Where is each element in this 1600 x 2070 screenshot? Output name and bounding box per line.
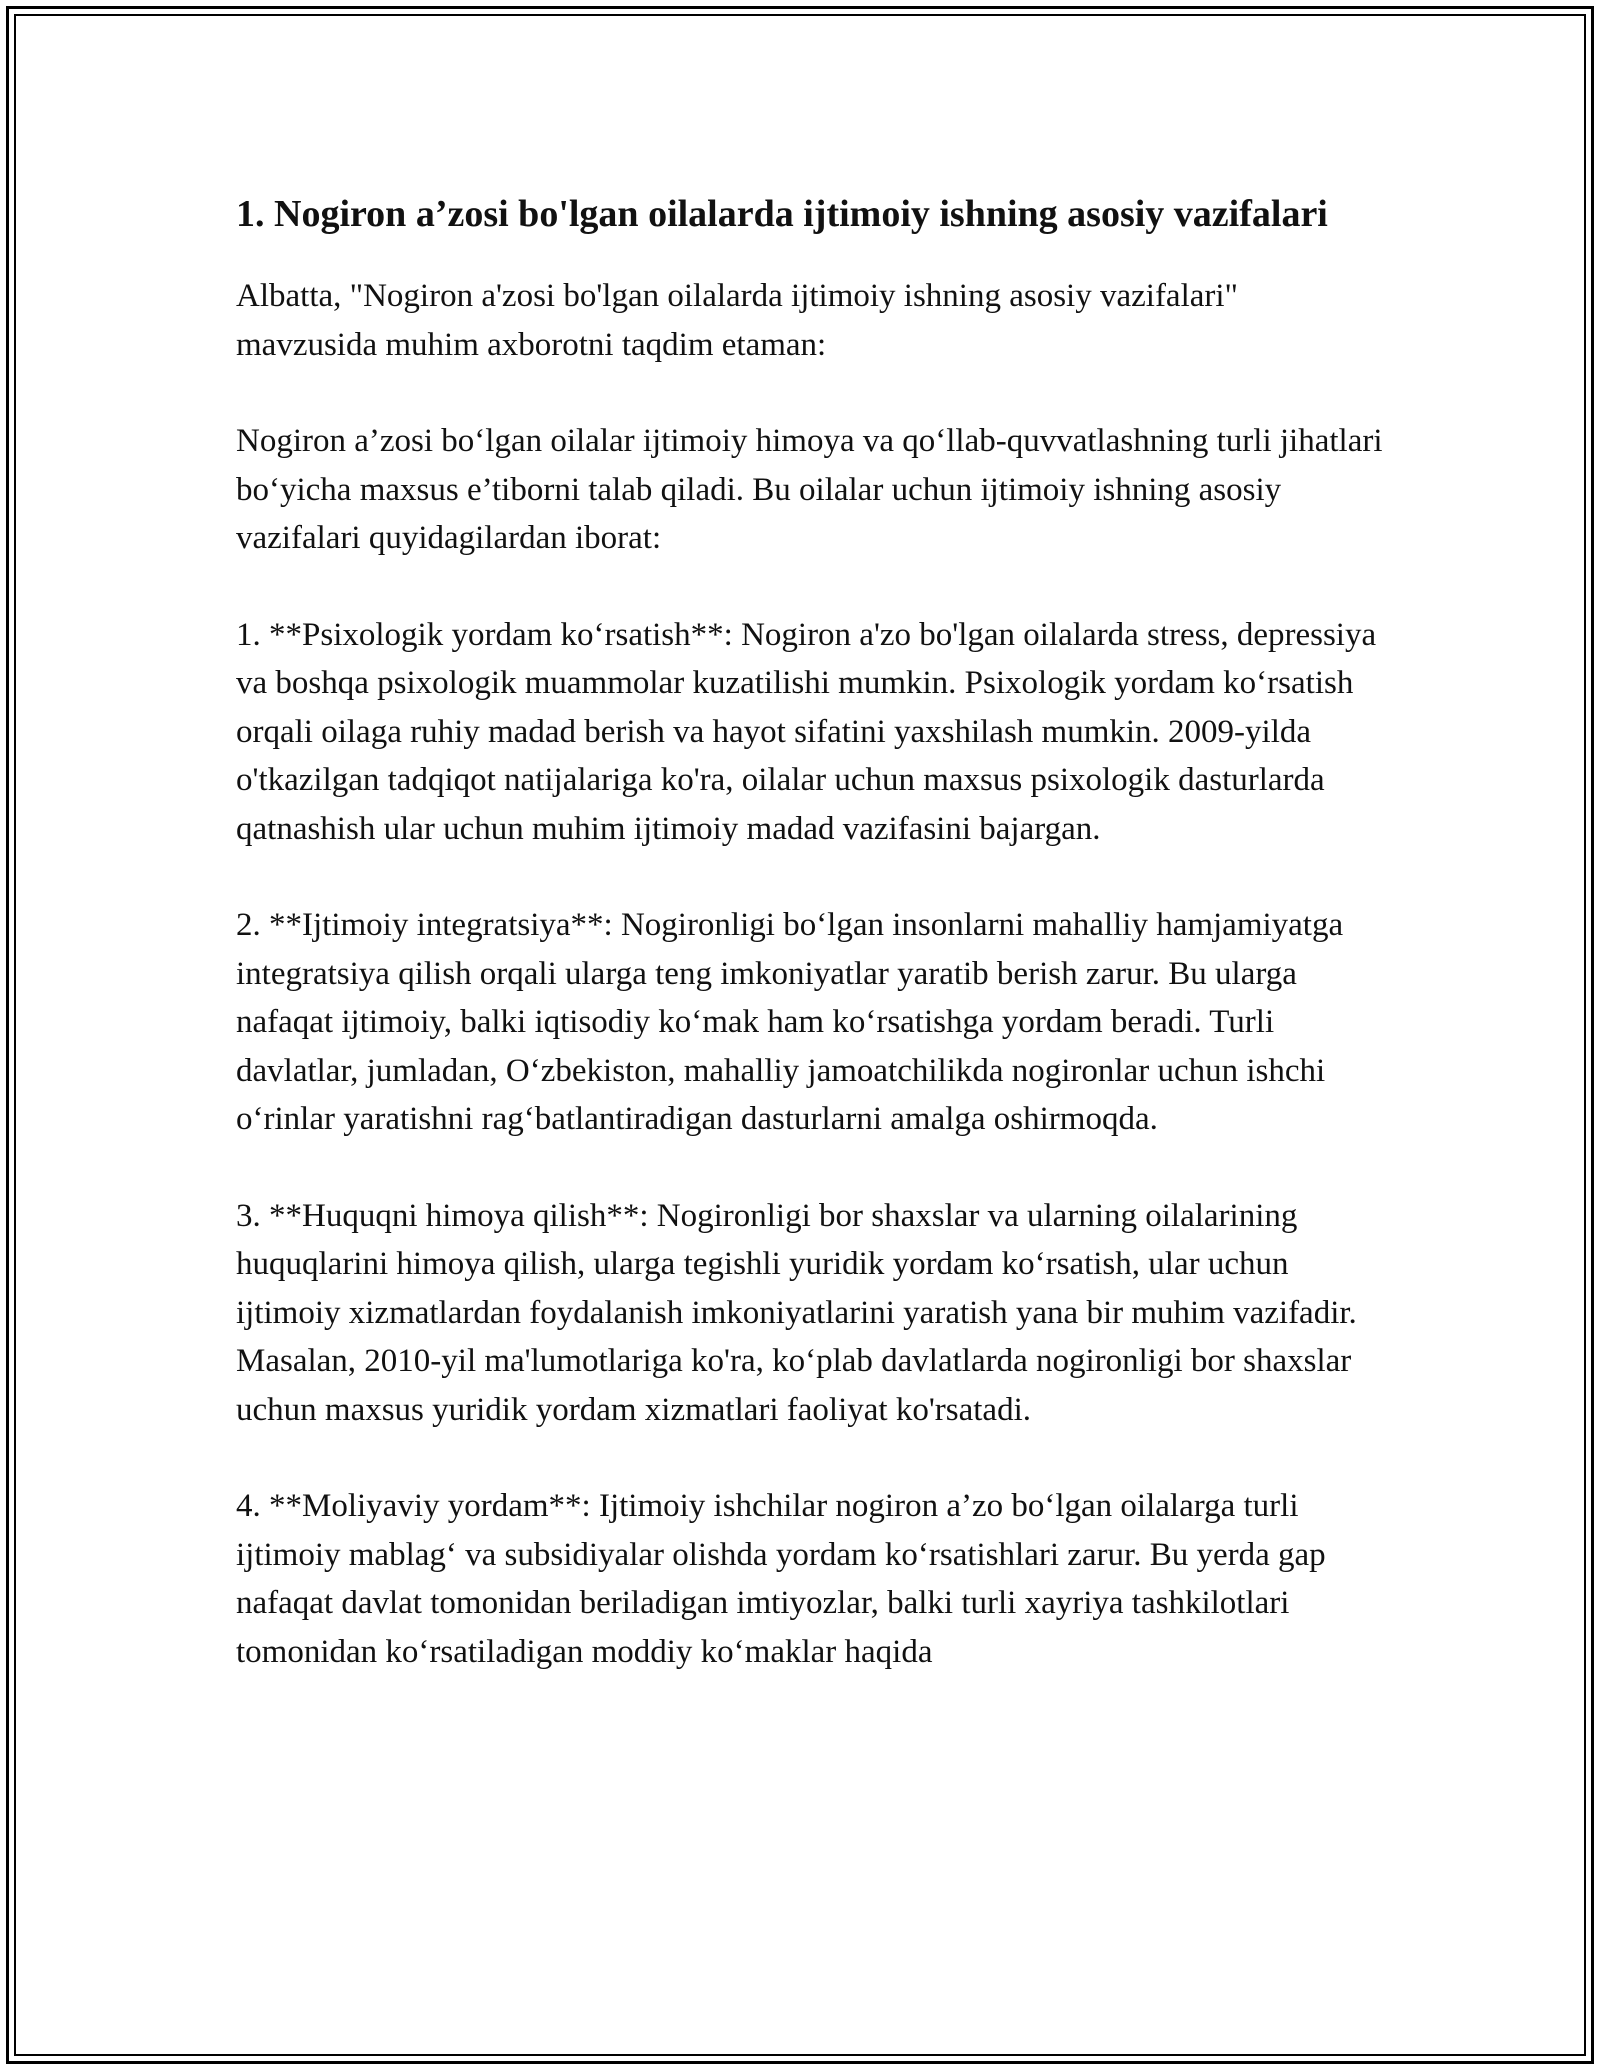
intro-paragraph: Albatta, "Nogiron a'zosi bo'lgan oilalarda ijtimoiy ishning asosiy vazifalari" mavzusida muhim axborotni taqdim etaman: [236,278,1239,363]
section-heading: 1. Nogiron a’zosi bo'lgan oilalarda ijtimoiy ishning asosiy vazifalari [236,193,1328,235]
list-item-psychological-support: 1. **Psixologik yordam ko‘rsatish**: Nogiron a'zo bo'lgan oilalarda stress, depressiya va boshqa psixologik muammolar kuzatilishi mumkin. Psixologik yordam ko‘rsatish orqali oilaga ruhiy madad berish va hayot sifatini yaxshilash mumkin. 2009-yilda o'tkazilgan tadqiqot natijalariga ko'ra, oilalar uchun maxsus psixologik dasturlarda qatnashish ular uchun muhim ijtimoiy madad vazifasini bajargan. [236,616,1377,847]
list-item-financial-support: 4. **Moliyaviy yordam**: Ijtimoiy ishchilar nogiron a’zo bo‘lgan oilalarga turli ijtimoiy mablag‘ va subsidiyalar olishda yordam ko‘rsatishlari zarur. Bu yerda gap nafaqat davlat tomonidan beriladigan imtiyozlar, balki turli xayriya tashkilotlari tomonidan ko‘rsatiladigan moddiy ko‘maklar haqida [236,1488,1326,1670]
list-item-legal-protection: 3. **Huquqni himoya qilish**: Nogironligi bor shaxslar va ularning oilalarining huquqlarini himoya qilish, ularga tegishli yuridik yordam ko‘rsatish, ular uchun ijtimoiy xizmatlardan foydalanish imkoniyatlarini yaratish yana bir muhim vazifadir. Masalan, 2010-yil ma'lumotlariga ko'ra, ko‘plab davlatlarda nogironligi bor shaxslar uchun maxsus yuridik yordam xizmatlari faoliyat ko'rsatadi. [236,1197,1357,1428]
list-item-social-integration: 2. **Ijtimoiy integratsiya**: Nogironligi bo‘lgan insonlarni mahalliy hamjamiyatga integratsiya qilish orqali ularga teng imkoniyatlar yaratib berish zarur. Bu ularga nafaqat ijtimoiy, balki iqtisodiy ko‘mak ham ko‘rsatishga yordam beradi. Turli davlatlar, jumladan, O‘zbekiston, mahalliy jamoatchilikda nogironlar uchun ishchi o‘rinlar yaratishni rag‘batlantiradigan dasturlarni amalga oshirmoqda. [236,907,1344,1137]
document-body [236,186,1386,1724]
overview-paragraph: Nogiron a’zosi bo‘lgan oilalar ijtimoiy himoya va qo‘llab-quvvatlashning turli jihatlari bo‘yicha maxsus e’tiborni talab qiladi. Bu oilalar uchun ijtimoiy ishning asosiy vazifalari quyidagilardan iborat: [236,423,1383,556]
